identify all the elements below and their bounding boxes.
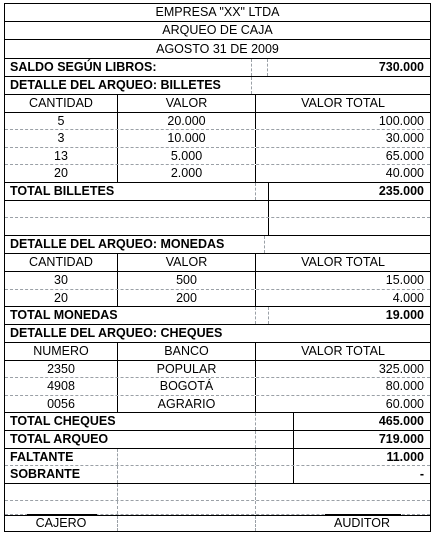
cheques-header-row (5, 343, 430, 361)
table-row: 30 500 15.000 (5, 272, 430, 290)
col-total-header: VALOR TOTAL (301, 255, 385, 270)
blank-row (5, 501, 430, 515)
total-billetes-row (5, 183, 430, 201)
faltante-value: 11.000 (386, 449, 424, 464)
total-monedas-value: 19.000 (385, 308, 424, 323)
faltante-label: FALTANTE (5, 449, 118, 465)
table-row: 2350 POPULAR 325.000 (5, 361, 430, 378)
date-row (5, 40, 430, 59)
company-row (5, 4, 430, 22)
saldo-value: 730.000 (378, 60, 424, 75)
report-date: AGOSTO 31 DE 2009 (156, 41, 279, 56)
total-arqueo-label: TOTAL ARQUEO (5, 431, 256, 448)
total-cheques-label: TOTAL CHEQUES (5, 413, 256, 430)
col-total-header: VALOR TOTAL (301, 344, 385, 359)
billetes-section-row (5, 77, 430, 95)
total-cheques-row (5, 413, 430, 431)
faltante-row (5, 449, 430, 466)
report-title: ARQUEO DE CAJA (162, 23, 273, 38)
table-row: 5 20.000 100.000 (5, 113, 430, 130)
col-numero-header: NUMERO (5, 343, 118, 360)
company-name: EMPRESA "XX" LTDA (155, 5, 280, 20)
cajero-signature-label: CAJERO (5, 516, 118, 531)
blank-row (5, 484, 430, 501)
col-banco-header: BANCO (118, 343, 256, 360)
signatures-row (5, 515, 430, 531)
total-cheques-value: 465.000 (378, 414, 424, 429)
sobrante-row (5, 466, 430, 484)
auditor-signature-label: AUDITOR (333, 516, 391, 531)
total-arqueo-value: 719.000 (378, 432, 424, 447)
col-valor-header: VALOR (118, 254, 256, 271)
table-row: 20 200 4.000 (5, 290, 430, 307)
billetes-header-row (5, 95, 430, 113)
total-billetes-label: TOTAL BILLETES (5, 183, 256, 200)
total-billetes-value: 235.000 (378, 184, 424, 199)
monedas-section-label: DETALLE DEL ARQUEO: MONEDAS (5, 236, 265, 253)
blank-row (5, 201, 430, 218)
table-row: 20 2.000 40.000 (5, 165, 430, 183)
col-cantidad-header: CANTIDAD (5, 254, 118, 271)
monedas-header-row (5, 254, 430, 272)
table-row: 0056 AGRARIO 60.000 (5, 396, 430, 413)
col-total-header: VALOR TOTAL (301, 96, 385, 111)
billetes-section-label: DETALLE DEL ARQUEO: BILLETES (5, 77, 252, 94)
cheques-section-label: DETALLE DEL ARQUEO: CHEQUES (10, 326, 223, 341)
cajero-signature-line (27, 514, 97, 515)
total-monedas-label: TOTAL MONEDAS (5, 307, 256, 324)
blank-row (5, 218, 430, 236)
saldo-row (5, 59, 430, 77)
total-monedas-row (5, 307, 430, 325)
monedas-section-row (5, 236, 430, 254)
sobrante-label: SOBRANTE (5, 466, 118, 483)
table-row: 13 5.000 65.000 (5, 148, 430, 165)
total-arqueo-row (5, 431, 430, 449)
col-valor-header: VALOR (118, 95, 256, 112)
col-cantidad-header: CANTIDAD (5, 95, 118, 112)
table-row: 3 10.000 30.000 (5, 130, 430, 148)
sobrante-value: - (419, 467, 424, 482)
auditor-signature-line (325, 514, 401, 515)
table-row: 4908 BOGOTÁ 80.000 (5, 378, 430, 396)
saldo-label: SALDO SEGÚN LIBROS: (5, 59, 252, 76)
title-row (5, 22, 430, 40)
arqueo-sheet (4, 3, 431, 532)
cheques-section-row (5, 325, 430, 343)
